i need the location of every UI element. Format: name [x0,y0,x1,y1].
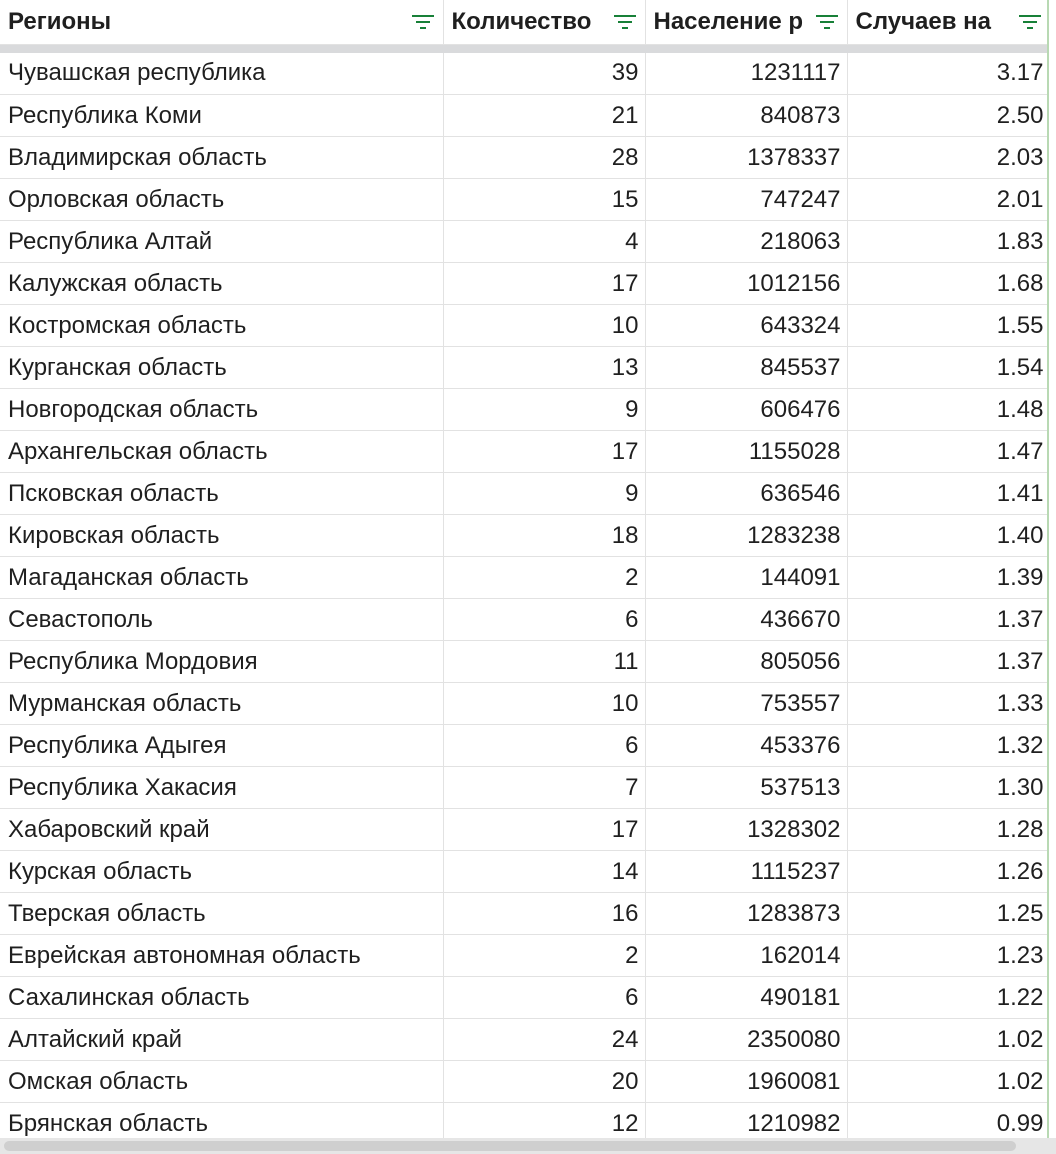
cell-population[interactable]: 1155028 [645,431,847,473]
cell-cases-per[interactable]: 1.33 [847,683,1049,725]
cell-region[interactable]: Костромская область [0,305,443,347]
header-count[interactable] [443,0,645,44]
cell-region[interactable]: Архангельская область [0,431,443,473]
cell-region[interactable]: Республика Коми [0,95,443,137]
cell-cases-per[interactable]: 1.54 [847,347,1049,389]
table-row [0,893,1049,935]
cell-region[interactable]: Республика Алтай [0,221,443,263]
cell-population[interactable]: 1283238 [645,515,847,557]
cell-region[interactable]: Псковская область [0,473,443,515]
header-cases-per[interactable] [847,0,1049,44]
table-row [0,515,1049,557]
freeze-divider[interactable] [0,44,1049,53]
freeze-divider-bar[interactable] [0,44,1049,53]
cell-population[interactable]: 1231117 [645,53,847,95]
cell-region[interactable]: Тверская область [0,893,443,935]
cell-cases-per[interactable]: 1.26 [847,851,1049,893]
table-row [0,599,1049,641]
cell-count[interactable]: 14 [443,851,645,893]
cell-population[interactable]: 805056 [645,641,847,683]
cell-region[interactable]: Брянская область [0,1103,443,1139]
cell-count[interactable]: 18 [443,515,645,557]
cell-count[interactable]: 21 [443,95,645,137]
table-row [0,389,1049,431]
cell-cases-per[interactable]: 0.99 [847,1103,1049,1139]
filter-icon[interactable] [411,12,435,32]
cell-cases-per[interactable]: 2.01 [847,179,1049,221]
cell-region[interactable]: Орловская область [0,179,443,221]
cell-cases-per[interactable]: 1.55 [847,305,1049,347]
table-row [0,1061,1049,1103]
header-cases-per-label: Случаев на [855,7,992,35]
table-row [0,725,1049,767]
cell-count[interactable]: 20 [443,1061,645,1103]
table-row [0,179,1049,221]
table-row [0,1103,1049,1139]
filter-icon[interactable] [1018,12,1042,32]
cell-population[interactable]: 162014 [645,935,847,977]
cell-population[interactable]: 218063 [645,221,847,263]
table-row [0,557,1049,599]
cell-region[interactable]: Курганская область [0,347,443,389]
filter-icon[interactable] [613,12,637,32]
cell-cases-per[interactable]: 1.37 [847,641,1049,683]
cell-population[interactable]: 1283873 [645,893,847,935]
cell-region[interactable]: Республика Мордовия [0,641,443,683]
cell-region[interactable]: Сахалинская область [0,977,443,1019]
cell-cases-per[interactable]: 1.28 [847,809,1049,851]
cell-region[interactable]: Алтайский край [0,1019,443,1061]
cell-cases-per[interactable]: 1.22 [847,977,1049,1019]
cell-count[interactable]: 24 [443,1019,645,1061]
cell-count[interactable]: 17 [443,263,645,305]
cell-cases-per[interactable]: 1.02 [847,1061,1049,1103]
cell-region[interactable]: Чувашская республика [0,53,443,95]
table-row [0,683,1049,725]
cell-cases-per[interactable]: 1.25 [847,893,1049,935]
table-row [0,473,1049,515]
cell-population[interactable]: 1960081 [645,1061,847,1103]
header-regions[interactable] [0,0,443,44]
cell-population[interactable]: 537513 [645,767,847,809]
cell-count[interactable]: 7 [443,767,645,809]
cell-population[interactable]: 643324 [645,305,847,347]
cell-count[interactable]: 4 [443,221,645,263]
cell-population[interactable]: 636546 [645,473,847,515]
horizontal-scrollbar[interactable] [0,1138,1056,1154]
cell-region[interactable]: Мурманская область [0,683,443,725]
cell-population[interactable]: 1210982 [645,1103,847,1139]
header-regions-label: Регионы [8,7,112,35]
cell-population[interactable]: 1115237 [645,851,847,893]
cell-region[interactable]: Севастополь [0,599,443,641]
header-count-label: Количество [451,7,592,35]
cell-cases-per[interactable]: 3.17 [847,53,1049,95]
cell-cases-per[interactable]: 1.40 [847,515,1049,557]
cell-cases-per[interactable]: 1.48 [847,389,1049,431]
cell-region[interactable]: Республика Адыгея [0,725,443,767]
cell-cases-per[interactable]: 1.30 [847,767,1049,809]
header-population[interactable] [645,0,847,44]
cell-region[interactable]: Республика Хакасия [0,767,443,809]
table-row [0,95,1049,137]
table-row [0,641,1049,683]
cell-cases-per[interactable]: 1.32 [847,725,1049,767]
cell-count[interactable]: 12 [443,1103,645,1139]
cell-region[interactable]: Магаданская область [0,557,443,599]
table-row [0,53,1049,95]
table-row [0,431,1049,473]
cell-cases-per[interactable]: 1.47 [847,431,1049,473]
cell-count[interactable]: 2 [443,557,645,599]
cell-region[interactable]: Курская область [0,851,443,893]
table-row [0,137,1049,179]
cell-cases-per[interactable]: 1.83 [847,221,1049,263]
table-row [0,977,1049,1019]
cell-region[interactable]: Хабаровский край [0,809,443,851]
cell-count[interactable]: 2 [443,935,645,977]
cell-population[interactable]: 606476 [645,389,847,431]
cell-count[interactable]: 6 [443,977,645,1019]
cell-count[interactable]: 15 [443,179,645,221]
cell-population[interactable]: 436670 [645,599,847,641]
cell-population[interactable]: 1012156 [645,263,847,305]
cell-count[interactable]: 13 [443,347,645,389]
cell-cases-per[interactable]: 1.23 [847,935,1049,977]
table-row [0,305,1049,347]
cell-population[interactable]: 1328302 [645,809,847,851]
cell-population[interactable]: 453376 [645,725,847,767]
cell-count[interactable]: 11 [443,641,645,683]
cell-count[interactable]: 16 [443,893,645,935]
cell-population[interactable]: 747247 [645,179,847,221]
cell-count[interactable]: 17 [443,431,645,473]
header-row [0,0,1049,44]
table-row [0,263,1049,305]
cell-region[interactable]: Новгородская область [0,389,443,431]
cell-population[interactable]: 845537 [645,347,847,389]
cell-cases-per[interactable]: 1.68 [847,263,1049,305]
table-row [0,1019,1049,1061]
table-row [0,767,1049,809]
header-population-label: Население р [653,7,804,35]
cell-count[interactable]: 9 [443,389,645,431]
cell-population[interactable]: 144091 [645,557,847,599]
table-body [0,53,1049,1139]
cell-count[interactable]: 17 [443,809,645,851]
cell-cases-per[interactable]: 2.03 [847,137,1049,179]
scrollbar-thumb[interactable] [4,1141,1016,1151]
table-row [0,809,1049,851]
cell-cases-per[interactable]: 1.41 [847,473,1049,515]
cell-region[interactable]: Омская область [0,1061,443,1103]
cell-population[interactable]: 1378337 [645,137,847,179]
table-row [0,221,1049,263]
cell-population[interactable]: 753557 [645,683,847,725]
cell-population[interactable]: 2350080 [645,1019,847,1061]
cell-count[interactable]: 39 [443,53,645,95]
cell-count[interactable]: 9 [443,473,645,515]
cell-count[interactable]: 10 [443,683,645,725]
table-row [0,851,1049,893]
cell-cases-per[interactable]: 1.02 [847,1019,1049,1061]
cell-cases-per[interactable]: 1.37 [847,599,1049,641]
table-row [0,347,1049,389]
cell-cases-per[interactable]: 2.50 [847,95,1049,137]
cell-cases-per[interactable]: 1.39 [847,557,1049,599]
cell-region[interactable]: Калужская область [0,263,443,305]
filter-icon[interactable] [815,12,839,32]
cell-region[interactable]: Еврейская автономная область [0,935,443,977]
cell-count[interactable]: 10 [443,305,645,347]
cell-region[interactable]: Кировская область [0,515,443,557]
cell-count[interactable]: 6 [443,725,645,767]
cell-count[interactable]: 6 [443,599,645,641]
cell-population[interactable]: 840873 [645,95,847,137]
cell-population[interactable]: 490181 [645,977,847,1019]
table-row [0,935,1049,977]
cell-count[interactable]: 28 [443,137,645,179]
cell-region[interactable]: Владимирская область [0,137,443,179]
